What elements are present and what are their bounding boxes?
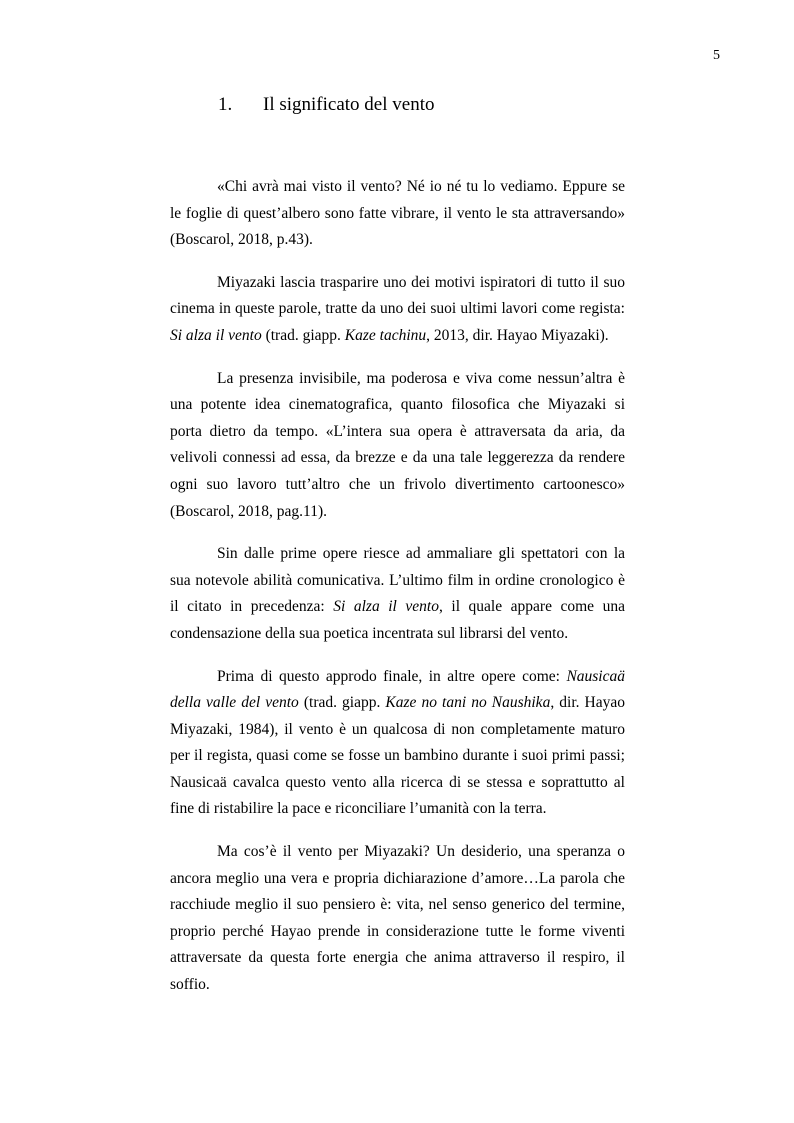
italic-title: Kaze no tani no Naushika — [385, 694, 551, 712]
italic-title: Nausicaä della valle del vento — [170, 667, 625, 712]
section-number: 1. — [218, 94, 233, 115]
paragraph — [170, 541, 625, 647]
text-segment: Ma cos’è il vento per Miyazaki? Un desiderio, una speranza o ancora meglio una vera e propria dichiarazione d’amore…La parola che racchiude meglio il suo pensiero è: vita, nel senso generico del termine, proprio perché Hayao prende in considerazione tutte le forme viventi attraversate da questa forte energia che anima attraverso il respiro, il soffio. — [170, 843, 625, 994]
text-segment: , dir. Hayao Miyazaki, 1984), il vento è un qualcosa di non completamente maturo per il regista, quasi come se fosse un bambino durante i suoi primi passi; Nausicaä cavalca questo vento alla ricerca di se stessa e soprattutto al fine di ristabilire la pace e riconciliare l’umanità con la terra. — [170, 694, 626, 818]
section-heading — [218, 94, 434, 116]
paragraph — [170, 174, 625, 254]
text-segment: Prima di questo approdo finale, in altre opere come: — [217, 667, 567, 685]
body-text — [170, 174, 625, 1015]
paragraph — [170, 366, 625, 526]
section-title: Il significato del vento — [263, 94, 435, 115]
text-segment: , il quale appare come una condensazione della sua poetica incentrata sul librarsi del vento. — [170, 598, 625, 642]
text-segment: Miyazaki lascia trasparire uno dei motivi ispiratori di tutto il suo cinema in queste parole, tratte da uno dei suoi ultimi lavori come regista: — [170, 273, 625, 318]
text-segment: (trad. giapp. — [261, 326, 345, 344]
page-number: 5 — [713, 48, 720, 63]
paragraph — [170, 839, 625, 999]
paragraph — [170, 664, 625, 824]
text-segment: Sin dalle prime opere riesce ad ammaliare gli spettatori con la sua notevole abilità comunicativa. L’ultimo film in ordine cronologico è il citato in precedenza: — [170, 545, 625, 616]
paragraph — [170, 270, 625, 350]
text-segment: (trad. giapp. — [298, 694, 386, 712]
italic-title: Si alza il vento — [333, 598, 439, 616]
text-segment: «Chi avrà mai visto il vento? Né io né tu lo vediamo. Eppure se le foglie di quest’albero sono fatte vibrare, il vento le sta attraversando» (Boscarol, 2018, p.43). — [170, 178, 625, 249]
italic-title: Si alza il vento — [170, 326, 262, 344]
text-segment: La presenza invisibile, ma poderosa e viva come nessun’altra è una potente idea cinematografica, quanto filosofica che Miyazaki si porta dietro da tempo. «L’intera sua opera è attraversata da aria, da velivoli connessi ad essa, da brezze e da una tale leggerezza da rendere ogni suo lavoro tutt’altro che un frivolo divertimento cartoonesco» (Boscarol, 2018, pag.11). — [170, 369, 625, 520]
text-segment: , 2013, dir. Hayao Miyazaki). — [426, 326, 609, 344]
italic-title: Kaze tachinu — [344, 326, 427, 344]
